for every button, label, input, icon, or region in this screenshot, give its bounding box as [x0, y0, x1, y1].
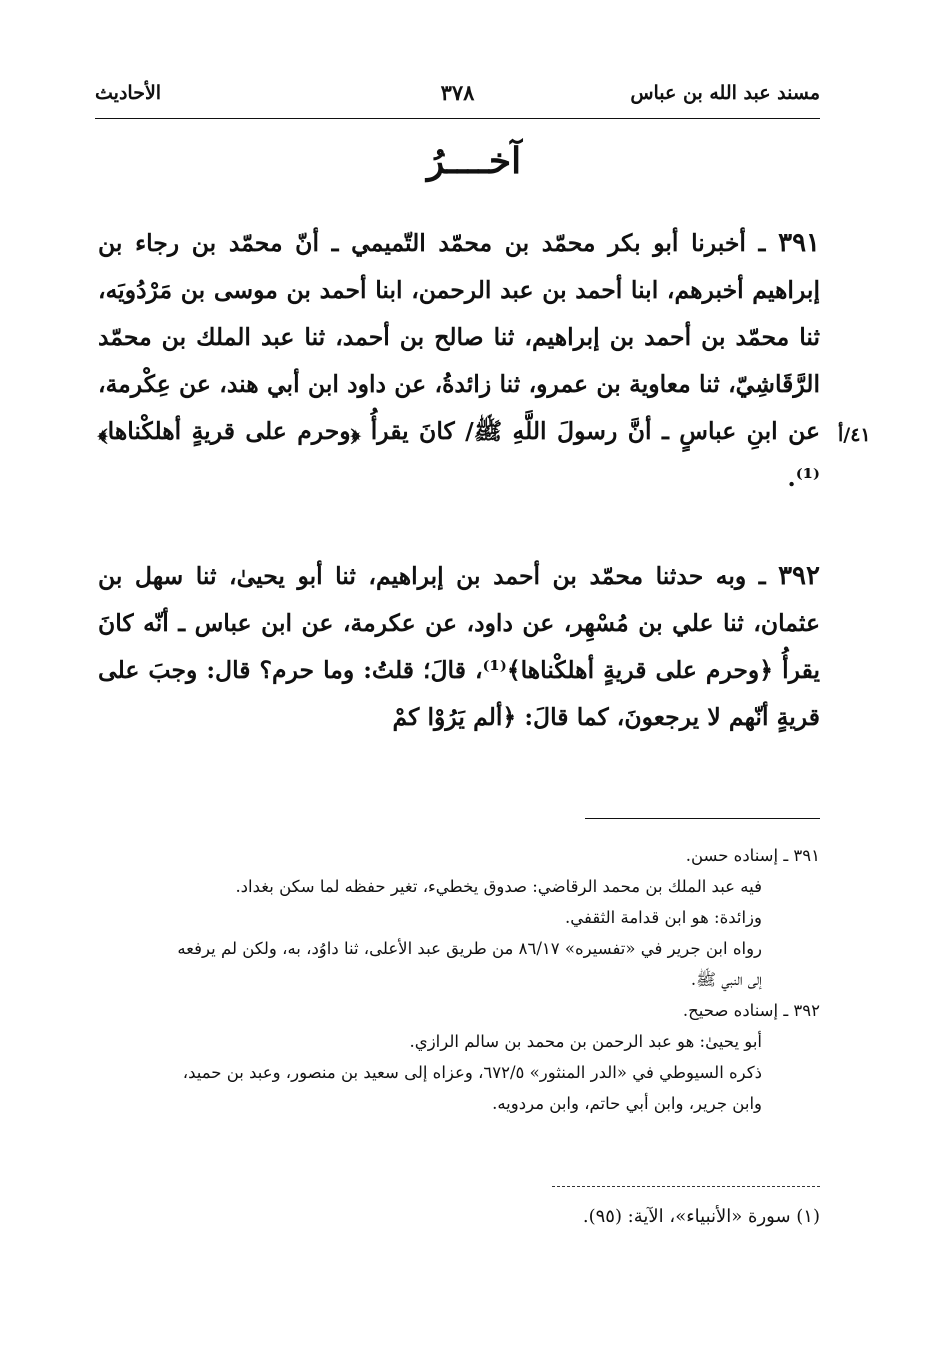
footnote-line: وابن جرير، وابن أبي حاتم، وابن مردويه.	[492, 1094, 762, 1113]
chapter-title: آخــــرُ	[426, 140, 522, 182]
footnote-line: وزائدة: هو ابن قدامة الثقفي.	[564, 908, 762, 927]
running-header	[95, 78, 820, 119]
page-number: ٣٧٨	[440, 80, 475, 105]
footnotes	[98, 840, 820, 1119]
footnote-line: أبو يحيىٰ: هو عبد الرحمن بن محمد بن سالم الرازي.	[409, 1032, 762, 1051]
footnote-line: إلى النبي ﷺ.	[690, 970, 762, 989]
hadith-text: ـ أخبرنا أبو بكر محمّد بن محمّد التّميمي ـ أنّ محمّد بن رجاء بن إبراهيم أخبرهم، ابنا أحمد بن عبد الرحمن، ابنا أحمد بن موسى بن مَرْدُويَه، ثنا محمّد بن أحمد بن إبراهيم، ثنا صالح بن أحمد، ثنا عبد الملك بن محمّد الرَّقَاشِيّ، ثنا معاوية بن عمرو، ثنا زائدةُ، عن داود ابن أبي هند، عن عِكْرمة، عن ابنِ عباسٍ ـ أنَّ رسولَ اللَّهِ ﷺ/ كانَ يقرأُ ﴿وحرم على قريةٍ أهلكْناها﴾⁽¹⁾.	[98, 229, 820, 492]
verse-footnote: (١) سورة «الأنبياء»، الآية: (٩٥).	[582, 1206, 820, 1227]
header-book-title: مسند عبد الله بن عباس	[630, 82, 820, 104]
hadith-number: ٣٩١	[778, 228, 821, 258]
footnote-dashed-separator	[552, 1186, 820, 1187]
manuscript-folio-note: ٤١/أ	[838, 424, 871, 446]
hadith-text: ـ وبه حدثنا محمّد بن أحمد بن إبراهيم، ثنا أبو يحيىٰ، ثنا سهل بن عثمان، ثنا علي بن مُسْهِر، عن داود، عن عكرمة، عن ابن عباس ـ أنّه كانَ يقرأُ ﴿وحرم على قريةٍ أهلكْناها﴾⁽¹⁾، قالَ؛ قلتُ: وما حرم؟ قال: وجبَ على قريةٍ أنّهم لا يرجعونَ، كما قالَ: ﴿ألم يَرُوْا كمْ	[98, 562, 820, 731]
footnote-391-heading: ٣٩١ ـ إسناده حسن.	[685, 846, 820, 865]
footnote-392-heading: ٣٩٢ ـ إسناده صحيح.	[682, 1001, 820, 1020]
footnote-separator	[585, 818, 820, 819]
footnote-line: رواه ابن جرير في «تفسيره» ٨٦/١٧ من طريق عبد الأعلى، ثنا داوُد، به، ولكن لم يرفعه	[177, 939, 762, 958]
hadith-391	[98, 220, 820, 502]
hadith-number: ٣٩٢	[778, 561, 820, 591]
footnote-line: فيه عبد الملك بن محمد الرقاضي: صدوق يخطيء، تغير حفظه لما سكن بغداد.	[235, 877, 762, 896]
footnote-line: ذكره السيوطي في «الدر المنثور» ٦٧٢/٥، وعزاه إلى سعيد بن منصور، وعبد بن حميد،	[182, 1063, 762, 1082]
hadith-392	[98, 553, 820, 741]
header-section-title: الأحاديث	[95, 82, 162, 104]
